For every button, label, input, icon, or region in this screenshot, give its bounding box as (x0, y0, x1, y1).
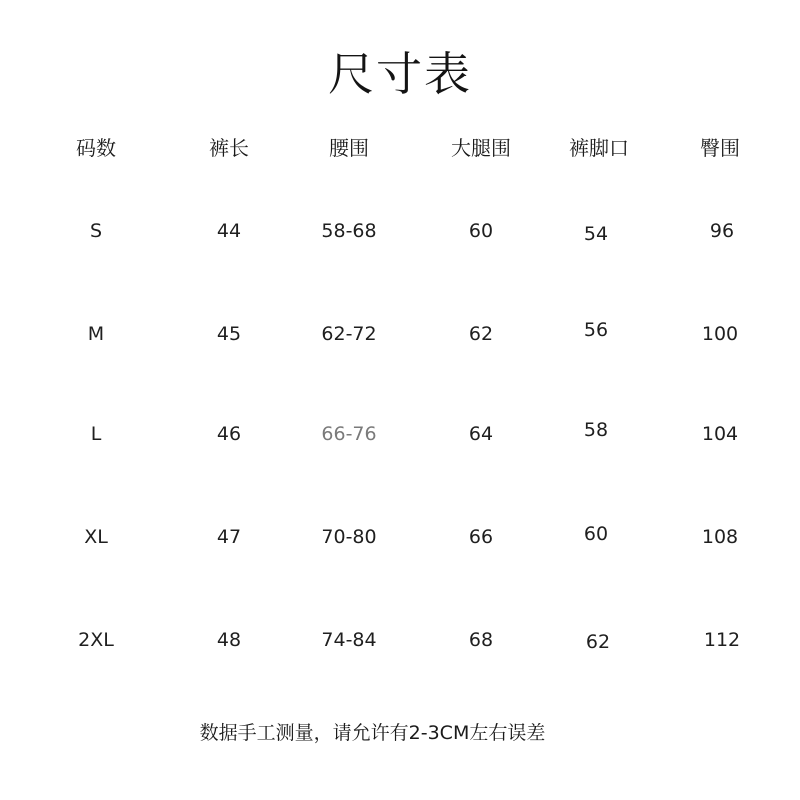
cell-length: 45 (216, 323, 242, 345)
table-header (0, 128, 800, 168)
cell-thigh: 68 (468, 629, 494, 651)
cell-length: 48 (216, 629, 242, 651)
header-size: 码数 (76, 136, 116, 160)
table-row (0, 517, 800, 557)
cell-leg-opening: 60 (583, 523, 609, 545)
cell-thigh: 62 (468, 323, 494, 345)
cell-waist: 58-68 (321, 220, 377, 242)
header-hip: 臀围 (700, 136, 740, 160)
cell-hip: 100 (701, 323, 739, 345)
cell-thigh: 60 (468, 220, 494, 242)
cell-waist: 62-72 (321, 323, 377, 345)
cell-hip: 104 (701, 423, 739, 445)
cell-hip: 96 (709, 220, 735, 242)
header-waist: 腰围 (329, 136, 369, 160)
page-title: 尺寸表 (328, 47, 472, 101)
cell-hip: 112 (703, 629, 741, 651)
cell-size: XL (84, 526, 108, 548)
cell-size: L (90, 423, 102, 445)
cell-leg-opening: 58 (583, 419, 609, 441)
cell-thigh: 64 (468, 423, 494, 445)
table-row (0, 314, 800, 354)
cell-waist: 70-80 (321, 526, 377, 548)
cell-length: 46 (216, 423, 242, 445)
header-thigh: 大腿围 (451, 136, 511, 160)
cell-length: 47 (216, 526, 242, 548)
cell-waist: 66-76 (321, 423, 377, 445)
cell-leg-opening: 56 (583, 319, 609, 341)
cell-size: 2XL (78, 629, 114, 651)
header-length: 裤长 (209, 136, 249, 160)
cell-length: 44 (216, 220, 242, 242)
cell-thigh: 66 (468, 526, 494, 548)
table-row (0, 211, 800, 251)
cell-leg-opening: 54 (583, 223, 609, 245)
cell-waist: 74-84 (321, 629, 377, 651)
header-leg-opening: 裤脚口 (569, 136, 629, 160)
table-row (0, 414, 800, 454)
cell-size: S (89, 220, 103, 242)
cell-hip: 108 (701, 526, 739, 548)
cell-size: M (87, 323, 105, 345)
measurement-note: 数据手工测量，请允许有2-3CM左右误差 (199, 722, 546, 744)
table-row (0, 620, 800, 660)
cell-leg-opening: 62 (585, 631, 611, 653)
